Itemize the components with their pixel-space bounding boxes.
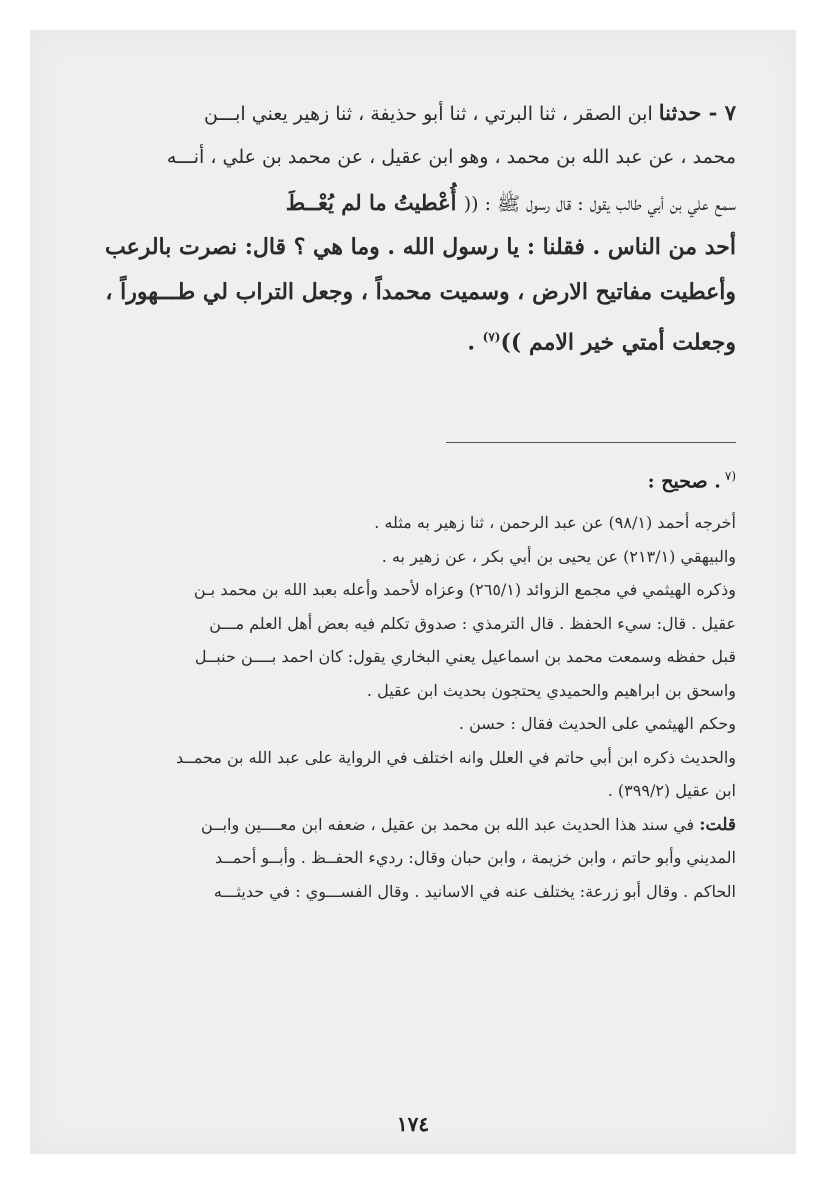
footnote-line: قبل حفظه وسمعت محمد بن اسماعيل يعني البخاري يقول: كان احمد بــــن حنبــل: [194, 647, 736, 666]
hadith-matn-line: [96, 315, 736, 360]
footnote-line: ابن عقيل (٣٩٩/٢) .: [607, 781, 736, 800]
qult-label: قلت:: [699, 814, 736, 835]
footnote-divider: [446, 442, 736, 443]
hadith-matn-start: أُعْطيتُ ما لم يُعْــطَ: [285, 190, 464, 215]
hadith-text: [96, 90, 736, 360]
footnote-line: [96, 808, 736, 842]
footnote-reference: (٧): [482, 330, 501, 344]
hadith-chain-text: سمع علي بن أبي طالب يقول : قال رسول ﷺ : ((: [463, 193, 736, 215]
qult-text: في سند هذا الحديث عبد الله بن محمد بن عقيل ، ضعفه ابن معــــين وابــن: [201, 814, 700, 834]
footnote-line: واسحق بن ابراهيم والحميدي يحتجون بحديث ابن عقيل .: [366, 680, 736, 700]
footnote-body: [96, 506, 736, 908]
footnote-line: الحاكم . وقال أبو زرعة: يختلف عنه في الاسانيد . وقال الفســـوي : في حديثـــه: [213, 881, 736, 901]
hadith-line: [96, 180, 736, 225]
hadith-matn-end: وجعلت أمتي خير الامم )): [500, 329, 736, 356]
footnote-number: (٧: [724, 469, 736, 483]
hadith-chain-text: ابن الصقر ، ثنا البرتي ، ثنا أبو حذيفة ، ثنا زهير يعني ابـــن: [203, 103, 659, 125]
hadith-line: [96, 90, 736, 135]
footnote-line: والحديث ذكره ابن أبي حاتم في العلل وانه اختلف في الرواية على عبد الله بن محمــد: [175, 747, 736, 767]
hadith-number-lead: ٧ - حدثنا: [658, 100, 736, 125]
scanned-page: [30, 30, 796, 1154]
footnote-line: عقيل . قال: سيء الحفظ . قال الترمذي : صدوق تكلم فيه بعض أهل العلم مـــن: [209, 613, 736, 633]
footnote-line: وحكم الهيثمي على الحديث فقال : حسن .: [458, 714, 736, 733]
hadith-end-mark: .: [467, 329, 483, 356]
footnote-line: المديني وأبو حاتم ، وابن خزيمة ، وابن حبان وقال: رديء الحفــظ . وأبــو أحمــد: [214, 848, 736, 867]
footnote-line: والبيهقي (٢١٣/١) عن يحيى بن أبي بكر ، عن زهير به .: [381, 546, 736, 566]
hadith-line: محمد ، عن عبد الله بن محمد ، وهو ابن عقيل ، عن محمد بن علي ، أنـــه: [166, 146, 736, 168]
footnote-line: وذكره الهيثمي في مجمع الزوائد (٢٦٥/١) وعزاه لأحمد وأعله بعبد الله بن محمد بـن: [193, 580, 736, 599]
hadith-matn-line: وأعطيت مفاتيح الارض ، وسميت محمداً ، وجعل التراب لي طـــهوراً ،: [105, 279, 736, 305]
page-number: ١٧٤: [396, 1112, 430, 1136]
footnote-line: أخرجه أحمد (٩٨/١) عن عبد الرحمن ، ثنا زهير به مثله .: [374, 513, 736, 532]
footnote-grade: . صحيح :: [647, 470, 721, 493]
footnote-heading: [648, 460, 736, 497]
hadith-matn-line: أحد من الناس . فقلنا : يا رسول الله . وما هي ؟ قال: نصرت بالرعب: [104, 234, 736, 260]
